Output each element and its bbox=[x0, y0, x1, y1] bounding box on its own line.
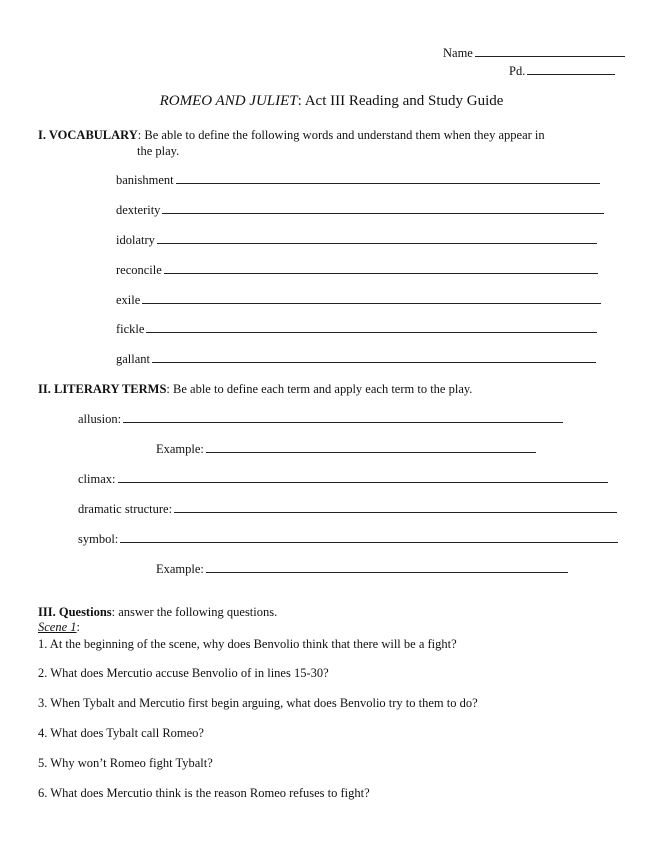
period-field[interactable] bbox=[509, 64, 615, 79]
question-item: 5. Why won’t Romeo fight Tybalt? bbox=[38, 756, 213, 770]
name-line[interactable] bbox=[475, 56, 625, 57]
vocab-row bbox=[116, 203, 604, 218]
literary-terms-instruction-text: : Be able to define each term and apply each term to the play. bbox=[166, 382, 473, 396]
period-line[interactable] bbox=[527, 74, 615, 75]
example-label: Example: bbox=[156, 442, 204, 456]
questions-instruction bbox=[38, 605, 277, 620]
vocab-word: exile bbox=[116, 293, 141, 307]
title-play: ROMEO AND JULIET bbox=[159, 93, 298, 109]
question-item: 3. When Tybalt and Mercutio first begin arguing, what does Benvolio try to them to do? bbox=[38, 696, 478, 710]
term-row bbox=[78, 472, 608, 487]
term-label: dramatic structure: bbox=[78, 502, 173, 516]
questions-heading: III. Questions bbox=[38, 605, 112, 619]
term-label: allusion: bbox=[78, 412, 122, 426]
vocab-row bbox=[116, 263, 598, 278]
answer-line[interactable] bbox=[152, 362, 596, 363]
vocab-row bbox=[116, 352, 596, 367]
term-row bbox=[78, 412, 563, 427]
literary-terms-heading: II. LITERARY TERMS bbox=[38, 382, 167, 396]
period-label: Pd. bbox=[509, 64, 526, 78]
answer-line[interactable] bbox=[146, 332, 597, 333]
scene-heading bbox=[38, 620, 80, 635]
vocab-row bbox=[116, 233, 597, 248]
vocab-word: idolatry bbox=[116, 233, 155, 247]
answer-line[interactable] bbox=[176, 183, 600, 184]
example-row bbox=[156, 442, 536, 457]
vocab-word: dexterity bbox=[116, 203, 161, 217]
answer-line[interactable] bbox=[162, 213, 604, 214]
example-row bbox=[156, 562, 568, 577]
answer-line[interactable] bbox=[142, 303, 601, 304]
scene-label: Scene 1 bbox=[38, 620, 77, 634]
name-label: Name bbox=[443, 46, 473, 60]
answer-line[interactable] bbox=[118, 482, 608, 483]
question-item: 4. What does Tybalt call Romeo? bbox=[38, 726, 204, 740]
vocab-word: reconcile bbox=[116, 263, 162, 277]
vocab-row bbox=[116, 322, 597, 337]
page-title bbox=[0, 93, 663, 110]
title-rest: : Act III Reading and Study Guide bbox=[297, 93, 504, 109]
term-row bbox=[78, 532, 618, 547]
question-item: 1. At the beginning of the scene, why does Benvolio think that there will be a fight? bbox=[38, 637, 457, 651]
vocab-word: fickle bbox=[116, 322, 145, 336]
answer-line[interactable] bbox=[120, 542, 618, 543]
vocab-row bbox=[116, 173, 600, 188]
name-field[interactable] bbox=[443, 46, 625, 61]
vocabulary-instruction-text: : Be able to define the following words and understand them when they appear in bbox=[137, 128, 545, 142]
vocab-row bbox=[116, 293, 601, 308]
answer-line[interactable] bbox=[157, 243, 597, 244]
term-label: symbol: bbox=[78, 532, 119, 546]
question-item: 6. What does Mercutio think is the reason Romeo refuses to fight? bbox=[38, 786, 370, 800]
answer-line[interactable] bbox=[174, 512, 617, 513]
answer-line[interactable] bbox=[164, 273, 598, 274]
term-label: climax: bbox=[78, 472, 116, 486]
vocabulary-instruction bbox=[38, 128, 545, 143]
vocab-word: gallant bbox=[116, 352, 151, 366]
scene-colon: : bbox=[76, 620, 81, 634]
literary-terms-instruction bbox=[38, 382, 472, 397]
term-row bbox=[78, 502, 617, 517]
answer-line[interactable] bbox=[206, 452, 536, 453]
answer-line[interactable] bbox=[206, 572, 568, 573]
question-item: 2. What does Mercutio accuse Benvolio of in lines 15-30? bbox=[38, 666, 329, 680]
vocab-word: banishment bbox=[116, 173, 174, 187]
vocabulary-heading: I. VOCABULARY bbox=[38, 128, 138, 142]
example-label: Example: bbox=[156, 562, 204, 576]
answer-line[interactable] bbox=[123, 422, 563, 423]
vocabulary-instruction-cont: the play. bbox=[137, 144, 180, 158]
questions-instruction-text: : answer the following questions. bbox=[111, 605, 278, 619]
